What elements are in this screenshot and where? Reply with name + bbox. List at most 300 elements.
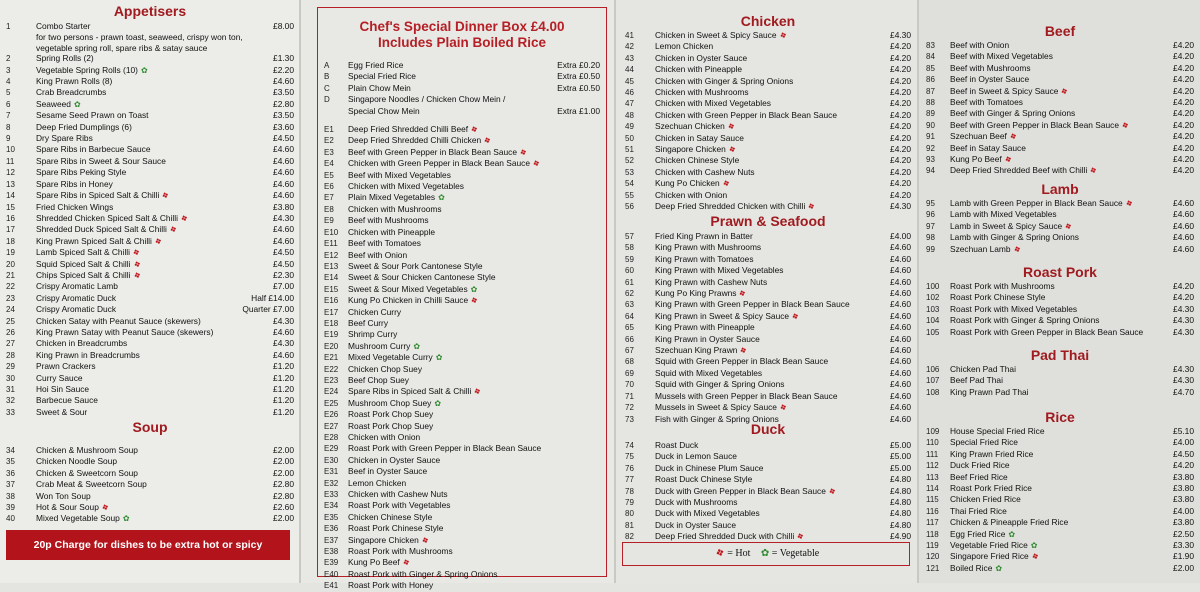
menu-item	[324, 71, 600, 82]
menu-item	[625, 41, 911, 52]
item-price: £4.60	[273, 144, 294, 155]
item-name	[950, 51, 1171, 61]
item-price: £3.30	[1173, 540, 1194, 551]
item-name-text: Sweet & Sour	[36, 406, 88, 417]
item-name	[348, 455, 600, 465]
item-number: E18	[324, 318, 339, 328]
item-name-text: Boiled Rice	[950, 562, 993, 573]
item-name	[950, 97, 1171, 107]
item-name-text: Beef with Mixed Vegetables	[348, 169, 451, 180]
item-number: E23	[324, 375, 339, 385]
appetisers-list	[6, 21, 294, 418]
item-name	[950, 483, 1171, 493]
item-price: £8.00	[273, 21, 294, 31]
item-name-text: Spare Ribs in Honey	[36, 178, 113, 189]
menu-item	[6, 122, 294, 133]
menu-item	[625, 474, 911, 485]
menu-item	[6, 327, 294, 338]
item-number: 111	[926, 449, 939, 459]
item-name	[36, 167, 271, 177]
item-price: £4.60	[1173, 209, 1194, 220]
item-price: £4.80	[890, 474, 911, 485]
item-price: £4.60	[1173, 243, 1194, 254]
menu-item	[6, 350, 294, 361]
item-number: 14	[6, 191, 15, 201]
item-name	[950, 131, 1171, 142]
item-name-text: Beef in Sweet & Spicy Sauce	[950, 85, 1059, 96]
item-name	[655, 265, 888, 275]
item-name-text: Beef with Green Pepper in Black Bean Sauce	[348, 146, 517, 157]
item-number: 50	[625, 133, 634, 143]
item-number: 27	[6, 339, 15, 349]
menu-item	[926, 131, 1194, 142]
item-name-text: Chicken with Cashew Nuts	[348, 489, 448, 500]
leaf-icon: ✿	[1008, 529, 1016, 539]
item-price: £1.30	[273, 53, 294, 64]
menu-item	[6, 373, 294, 384]
menu-item	[324, 500, 600, 511]
item-name	[655, 531, 888, 542]
menu-item	[625, 311, 911, 322]
item-name	[36, 133, 271, 143]
item-number: 65	[625, 323, 634, 333]
item-name-text: Lamb with Mixed Vegetables	[950, 209, 1057, 220]
item-name-text: Shredded Chicken Spiced Salt & Chilli	[36, 212, 178, 223]
item-price: £4.60	[273, 76, 294, 87]
item-name	[655, 379, 888, 389]
item-price: £4.60	[273, 326, 294, 337]
item-number: 71	[625, 391, 634, 401]
menu-item	[324, 421, 600, 432]
item-number: 64	[625, 311, 634, 321]
item-number: 108	[926, 387, 940, 397]
item-number: 74	[625, 441, 634, 450]
item-price: £2.00	[273, 467, 294, 478]
item-number: E29	[324, 444, 339, 454]
item-name	[950, 232, 1171, 242]
menu-item	[625, 76, 911, 87]
item-price: £2.00	[273, 456, 294, 467]
chili-icon: ❖	[1059, 85, 1070, 97]
chili-icon: ❖	[160, 190, 171, 202]
item-number: E15	[324, 284, 339, 294]
menu-item	[625, 277, 911, 288]
item-name	[348, 421, 600, 431]
item-name	[348, 204, 600, 214]
item-name-text: Lemon Chicken	[655, 41, 714, 52]
item-name	[348, 375, 600, 385]
item-name	[950, 40, 1171, 50]
item-price: £7.00	[273, 281, 294, 292]
chili-icon: ❖	[179, 212, 190, 224]
item-name-text: King Prawn Rolls (8)	[36, 76, 113, 87]
menu-item	[926, 51, 1194, 62]
item-name-text: Roast Pork with Mushrooms	[950, 281, 1055, 291]
item-price: £4.20	[1173, 85, 1194, 96]
panel-fold	[917, 0, 919, 583]
item-name-text: Singapore Noodles / Chicken Chow Mein /	[348, 94, 506, 105]
item-name	[950, 364, 1171, 374]
menu-item	[926, 154, 1194, 165]
chili-icon: ❖	[1124, 198, 1134, 209]
menu-item	[625, 402, 911, 413]
menu-item	[625, 508, 911, 519]
item-number: 109	[926, 427, 940, 436]
item-price: £4.20	[890, 132, 911, 143]
item-number: 106	[926, 365, 940, 374]
item-price: £4.60	[273, 178, 294, 189]
item-number: 57	[625, 232, 634, 241]
item-name	[348, 60, 555, 70]
item-name-text: King Prawn in Sweet & Spicy Sauce	[655, 310, 790, 321]
menu-item	[926, 387, 1194, 398]
item-name-text: Duck with Mixed Vegetables	[655, 508, 760, 519]
item-name-text: Hoi Sin Sauce	[36, 384, 90, 394]
chili-icon: ❖	[131, 270, 142, 281]
menu-item	[926, 437, 1194, 448]
item-name	[348, 386, 600, 397]
menu-item	[625, 155, 911, 166]
item-number: 5	[6, 88, 11, 98]
item-price: £4.20	[1173, 142, 1194, 153]
item-name	[36, 110, 271, 120]
item-name	[655, 391, 888, 401]
item-name	[36, 350, 271, 360]
item-name-text: Spare Ribs in Barbecue Sauce	[36, 144, 151, 155]
menu-item	[324, 455, 600, 466]
item-name-text: Fried Chicken Wings	[36, 201, 114, 212]
item-price: £4.60	[890, 390, 911, 401]
item-number: E13	[324, 261, 339, 271]
pad-thai-section	[926, 346, 1194, 398]
item-number: 33	[6, 407, 15, 417]
item-name-text: Roast Duck Chinese Style	[655, 474, 753, 485]
item-number: E30	[324, 455, 339, 465]
item-price: £4.20	[1173, 97, 1194, 108]
item-name-text: Sweet & Sour Pork Cantonese Style	[348, 260, 483, 271]
item-name	[348, 523, 600, 533]
item-price: £3.80	[1173, 483, 1194, 494]
item-number: E16	[324, 296, 339, 306]
menu-item	[324, 329, 600, 340]
item-name-text: King Prawn with Pineapple	[655, 322, 755, 333]
menu-item	[926, 494, 1194, 505]
item-name-text: Szechuan Chicken	[655, 121, 725, 132]
menu-item	[926, 165, 1194, 176]
item-number: 94	[926, 166, 935, 176]
item-name	[655, 133, 888, 143]
leaf-icon: ✿	[140, 65, 148, 75]
roast-pork-heading: Roast Pork	[1023, 264, 1097, 280]
item-name-text: Beef in Satay Sauce	[950, 142, 1026, 153]
item-number: 117	[926, 518, 939, 528]
item-name-text: Roast Pork Chop Suey	[348, 409, 434, 420]
chili-icon: ❖	[131, 258, 142, 270]
item-name	[348, 489, 600, 499]
item-number: E19	[324, 330, 339, 340]
item-name	[950, 460, 1171, 470]
menu-item	[6, 338, 294, 349]
menu-item	[324, 523, 600, 534]
menu-item	[625, 451, 911, 462]
menu-item	[625, 345, 911, 356]
item-number: 69	[625, 368, 634, 378]
item-name-text: Mushroom Chop Suey	[348, 397, 432, 408]
item-name	[36, 502, 271, 513]
item-price: £2.00	[273, 445, 294, 455]
item-name	[36, 236, 271, 247]
item-name	[348, 71, 555, 81]
menu-item	[6, 144, 294, 155]
menu-item	[625, 265, 911, 276]
item-number: 51	[625, 145, 634, 155]
item-number: E37	[324, 535, 339, 545]
item-name	[36, 479, 271, 489]
chili-icon: ❖	[1120, 119, 1131, 131]
item-name-text: Szechuan Lamb	[950, 243, 1011, 254]
item-price: £4.20	[890, 144, 911, 155]
dinner-box-dishes	[318, 116, 606, 592]
item-price: £5.00	[890, 451, 911, 462]
item-number: 20	[6, 259, 15, 269]
item-name-text: Curry Sauce	[36, 372, 83, 383]
legend-hot: = Hot	[727, 548, 751, 559]
item-number: 82	[625, 532, 634, 542]
item-price: £2.30	[273, 269, 294, 280]
item-name	[36, 99, 271, 110]
item-price: £4.20	[1173, 119, 1194, 130]
chili-icon: ❖	[531, 158, 542, 170]
chili-icon: ❖	[1011, 243, 1022, 255]
item-price: £4.20	[1173, 154, 1194, 165]
item-name-text: Roast Pork with Mushrooms	[348, 546, 453, 557]
item-price: £4.20	[890, 64, 911, 75]
item-price: £4.50	[273, 133, 294, 144]
item-name	[348, 535, 600, 546]
menu-item	[926, 244, 1194, 255]
menu-item	[324, 489, 600, 500]
item-price: £4.60	[890, 402, 911, 413]
menu-item	[926, 449, 1194, 460]
item-name-text: Special Fried Rice	[348, 71, 416, 82]
menu-item	[6, 21, 294, 32]
item-name-text: Beef with Mushrooms	[950, 62, 1031, 73]
item-name-text: Chicken in Oyster Sauce	[655, 52, 748, 63]
item-number: E24	[324, 387, 339, 397]
menu-item	[324, 569, 600, 580]
item-number: 53	[625, 167, 634, 177]
item-name-text: Chicken with Onion	[348, 432, 421, 442]
item-name-text: King Prawn Satay with Peanut Sauce (skewers)	[36, 326, 214, 337]
menu-item	[625, 98, 911, 109]
chili-icon: ❖	[806, 201, 817, 213]
item-name-text: Kung Po Chicken in Chilli Sauce	[348, 295, 469, 306]
item-name	[36, 513, 271, 524]
menu-item	[324, 227, 600, 238]
menu-item	[6, 513, 294, 524]
item-name	[950, 292, 1171, 302]
item-name-text: Szechuan Beef	[950, 131, 1007, 142]
item-name-text: King Prawn with Green Pepper in Black Bean Sauce	[655, 299, 850, 310]
item-number: E32	[324, 478, 339, 488]
item-name-text: Beef in Oyster Sauce	[348, 466, 428, 477]
item-name-text: Vegetable Fried Rice	[950, 540, 1028, 551]
item-price: £5.10	[1173, 426, 1194, 436]
item-name-text: King Prawn with Cashew Nuts	[655, 276, 768, 287]
soup-section	[6, 418, 294, 525]
item-number: 13	[6, 179, 15, 189]
item-number: 96	[926, 210, 935, 220]
item-name	[950, 449, 1171, 459]
item-name-text: Beef with Tomatoes	[950, 97, 1023, 108]
item-name-text: Roast Pork Chop Suey	[348, 420, 434, 431]
item-name	[950, 327, 1171, 337]
item-number: 70	[625, 380, 634, 390]
menu-item	[926, 143, 1194, 154]
item-name-text: Chicken & Pineapple Fried Rice	[950, 517, 1069, 528]
chili-icon: ❖	[482, 135, 493, 147]
item-number: 102	[926, 293, 940, 303]
item-name-text: Duck with Mushrooms	[655, 497, 738, 508]
item-name	[950, 74, 1171, 84]
item-name-text: Duck in Lemon Sauce	[655, 451, 737, 462]
item-price: Extra £1.00	[557, 105, 600, 116]
item-price: £3.50	[273, 110, 294, 121]
pad-thai-heading: Pad Thai	[1030, 347, 1090, 363]
item-name-text: Chicken Satay with Peanut Sauce (skewers)	[36, 315, 201, 326]
item-price: £4.30	[273, 212, 294, 223]
chili-icon: ❖	[795, 531, 806, 543]
item-name-text: Beef with Mushrooms	[348, 215, 429, 226]
item-name	[348, 158, 600, 169]
item-name-text: House Special Fried Rice	[950, 426, 1045, 436]
item-name-text: Seaweed	[36, 98, 71, 109]
item-name-text: Chicken in Sweet & Spicy Sauce	[655, 30, 777, 40]
item-price: £1.20	[273, 384, 294, 394]
item-name	[950, 304, 1171, 314]
menu-item	[6, 133, 294, 144]
menu-item	[324, 409, 600, 420]
duck-heading: Duck	[750, 421, 786, 437]
soup-list	[6, 445, 294, 525]
item-name	[655, 463, 888, 473]
leaf-icon: ✿	[760, 548, 770, 559]
item-price: £4.60	[890, 253, 911, 264]
item-price: £4.60	[890, 379, 911, 390]
chili-icon: ❖	[131, 247, 142, 259]
item-number: 72	[625, 403, 634, 413]
item-number: 60	[625, 266, 634, 276]
item-number: E25	[324, 398, 339, 408]
item-price: £2.20	[273, 64, 294, 75]
item-name-text: Plain Chow Mein	[348, 82, 411, 93]
item-number: E35	[324, 512, 339, 522]
item-price: £4.60	[890, 265, 911, 276]
item-name	[348, 557, 600, 568]
item-name	[950, 108, 1171, 118]
menu-item	[926, 364, 1194, 375]
item-price: £4.30	[273, 338, 294, 349]
menu-item	[625, 368, 911, 379]
item-name-text: Chicken Chinese Style	[348, 511, 433, 522]
item-number: 3	[6, 65, 11, 75]
item-price: £4.20	[1173, 62, 1194, 73]
item-number: 103	[926, 304, 940, 314]
item-name-text: Singapore Chicken	[348, 534, 419, 545]
item-name-text: Roast Pork Chinese Style	[950, 292, 1046, 303]
item-price: £4.20	[890, 166, 911, 177]
menu-item	[625, 167, 911, 178]
item-price: £2.80	[273, 490, 294, 501]
item-name	[655, 231, 888, 241]
menu-item	[324, 135, 600, 146]
menu-item	[6, 65, 294, 76]
chili-icon: ❖	[472, 386, 483, 398]
item-name-text: Squid Spiced Salt & Chilli	[36, 258, 131, 269]
item-name	[655, 64, 888, 74]
item-number: 16	[6, 213, 15, 223]
item-name-text: Crispy Aromatic Duck	[36, 292, 117, 303]
item-number: 1	[6, 22, 11, 31]
item-name	[950, 426, 1171, 436]
item-number: E10	[324, 227, 339, 237]
item-number: 41	[625, 31, 634, 40]
menu-item	[926, 517, 1194, 528]
item-name	[36, 361, 271, 371]
item-name	[950, 437, 1171, 447]
item-price: £4.20	[1173, 292, 1194, 303]
menu-item	[6, 53, 294, 64]
item-name	[348, 478, 600, 488]
menu-item	[6, 270, 294, 281]
menu-item	[324, 215, 600, 226]
item-number: 7	[6, 111, 11, 121]
menu-item	[324, 512, 600, 523]
item-number: 28	[6, 350, 15, 360]
item-number: 79	[625, 498, 634, 508]
menu-item	[6, 445, 294, 456]
menu-item	[6, 479, 294, 490]
item-name	[950, 143, 1171, 153]
item-name-text: Chicken with Green Pepper in Black Bean Sauce	[655, 109, 838, 120]
item-number: 37	[6, 480, 15, 490]
menu-item	[6, 156, 294, 167]
menu-item	[926, 198, 1194, 209]
item-name	[950, 198, 1171, 209]
item-price: Half £14.00	[251, 292, 294, 303]
beef-lamb-pork-rice-panel	[918, 0, 1200, 583]
item-number: 93	[926, 155, 935, 165]
item-name	[348, 443, 600, 453]
item-number: 55	[625, 190, 634, 200]
menu-item	[625, 53, 911, 64]
item-name	[36, 327, 271, 337]
item-price: £3.80	[273, 201, 294, 212]
item-name	[36, 407, 271, 417]
item-name-text: Roast Pork with Ginger & Spring Onions	[950, 315, 1100, 326]
item-number: 6	[6, 99, 11, 109]
item-name	[348, 364, 600, 374]
item-name-text: Spare Ribs Peking Style	[36, 167, 127, 178]
item-name	[655, 368, 888, 378]
item-name	[36, 395, 271, 405]
item-name	[655, 474, 888, 484]
item-number: 31	[6, 385, 15, 394]
item-price: £4.60	[273, 224, 294, 235]
item-number: 24	[6, 305, 15, 315]
item-name	[36, 53, 271, 63]
item-name	[655, 30, 888, 41]
